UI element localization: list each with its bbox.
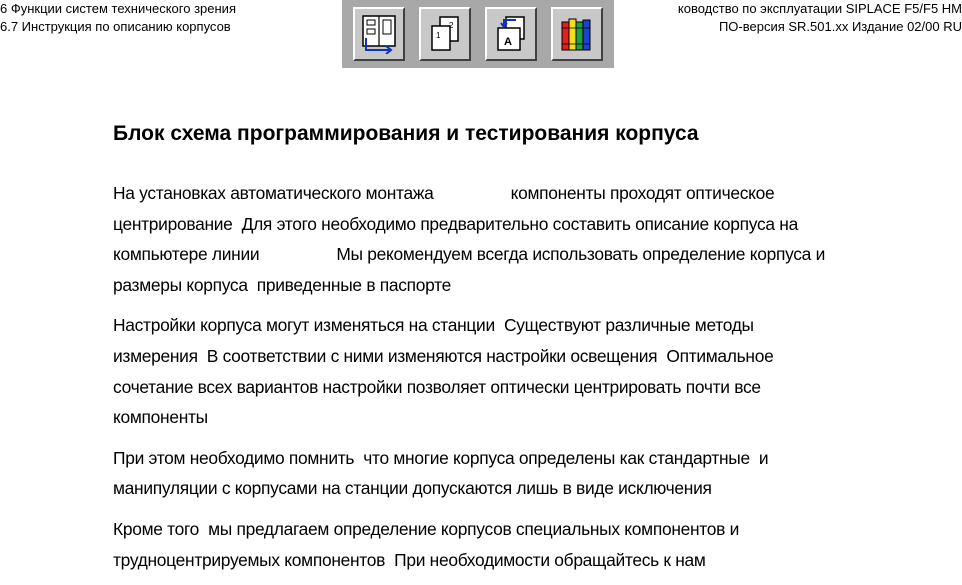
flowchart-button[interactable] (353, 7, 405, 61)
svg-text:2: 2 (449, 21, 454, 30)
books-icon (558, 14, 596, 54)
library-button[interactable] (551, 7, 603, 61)
page-title: Блок схема программирования и тестирования корпуса (113, 122, 699, 145)
text-line: На установках автоматического монтажа компоненты проходят оптическое (113, 183, 775, 203)
header-manual-info (678, 0, 962, 36)
paragraph (113, 178, 953, 300)
svg-text:1: 1 (436, 31, 441, 40)
paragraph (113, 443, 953, 504)
text-line: компоненты (113, 407, 208, 428)
paragraph (113, 514, 953, 575)
svg-text:A: A (504, 36, 512, 48)
header-section-line: 6.7 Инструкция по описанию корпусов (0, 19, 231, 34)
pages-button[interactable] (419, 7, 471, 61)
text-line: манипуляции с корпусами на станции допускаются лишь в виде исключения (113, 478, 712, 499)
text-line: Кроме того мы предлагаем определение корпусов специальных компонентов и (113, 518, 740, 539)
text-line: компьютере линии Мы рекомендуем всегда использовать определение корпуса и (113, 244, 825, 265)
paragraph (113, 310, 953, 432)
text-line: измерения В соответствии с ними изменяются настройки освещения Оптимальное (113, 345, 774, 366)
navigation-toolbar (342, 0, 614, 68)
flowchart-icon (360, 14, 398, 54)
document-pages-icon (426, 14, 464, 54)
document-arrow-icon (492, 14, 530, 54)
text-line: При этом необходимо помнить что многие корпуса определены как стандартные и (113, 447, 769, 468)
header-manual-title: ководство по эксплуатации SIPLACE F5/F5 HM (677, 1, 962, 16)
text-line: размеры корпуса приведенные в паспорте (113, 274, 451, 295)
header-chapter-info (0, 0, 236, 36)
header-chapter-line: 6 Функции систем технического зрения (0, 1, 236, 16)
document-back-button[interactable] (485, 7, 537, 61)
text-line: сочетание всех вариантов настройки позволяет оптически центрировать почти все (113, 376, 761, 397)
text-line: центрирование Для этого необходимо предварительно составить описание корпуса на (113, 213, 798, 234)
text-line: Настройки корпуса могут изменяться на станции Существуют различные методы (113, 315, 754, 336)
header-version-line: ПО-версия SR.501.xx Издание 02/00 RU (718, 19, 962, 34)
document-body (113, 178, 953, 585)
text-line: трудноцентрируемых компонентов При необходимости обращайтесь к нам (113, 549, 706, 570)
